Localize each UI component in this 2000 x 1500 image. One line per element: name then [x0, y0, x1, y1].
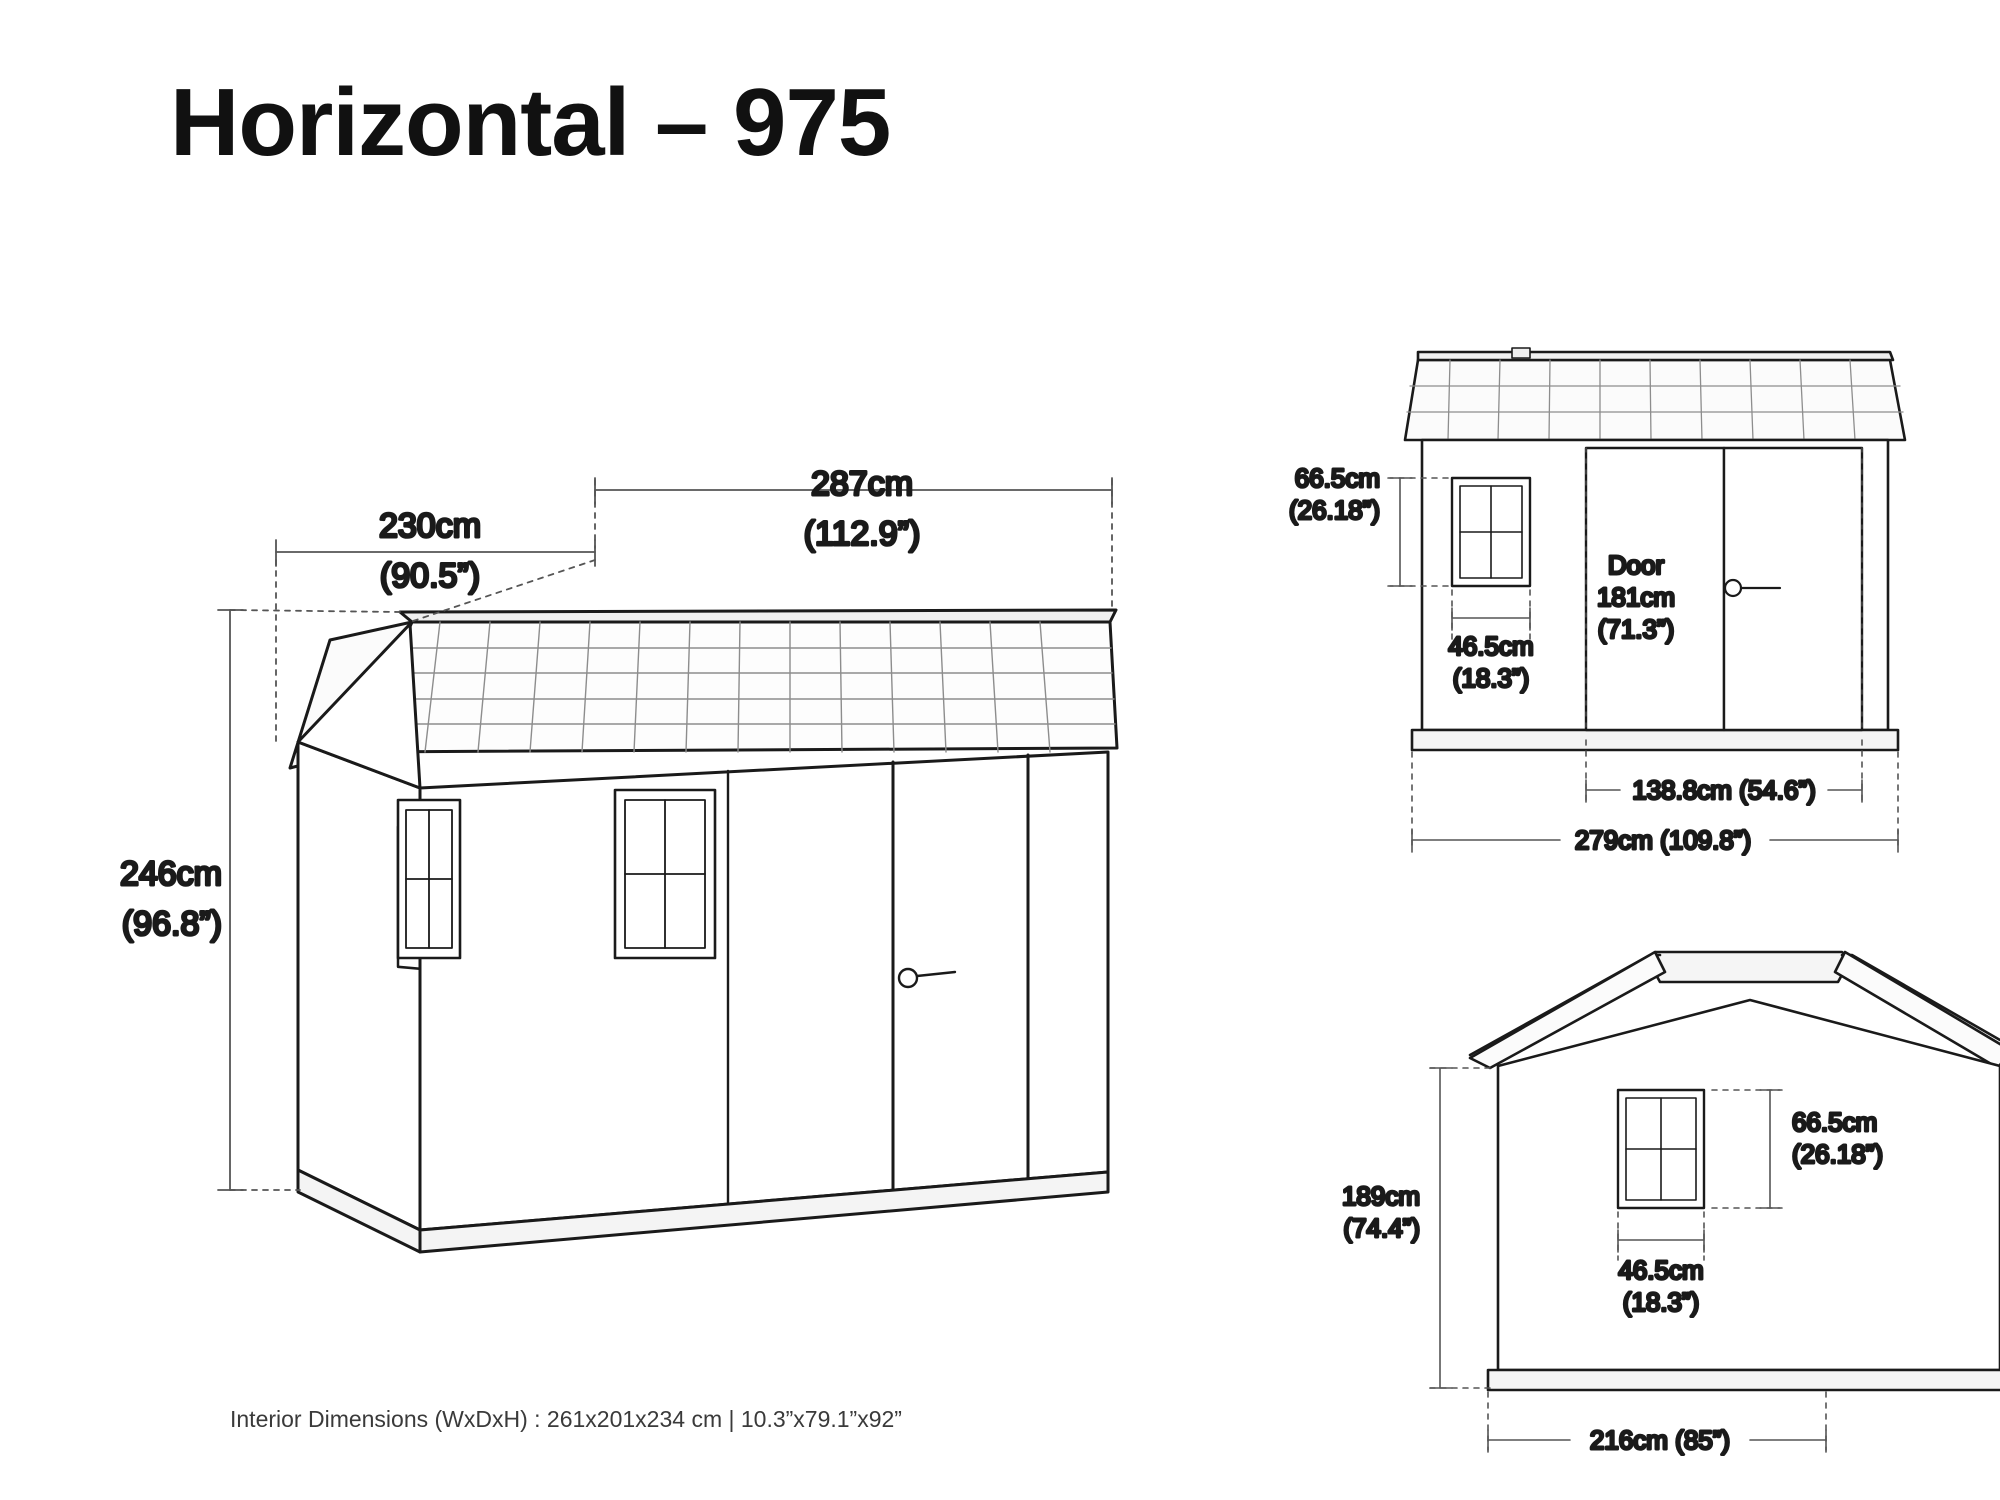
- dim-width-inch: (112.9”): [803, 514, 921, 553]
- front-roof-top: [1418, 352, 1893, 360]
- door-height-inch: (71.3”): [1597, 613, 1675, 644]
- dim-depth-inch: (90.5”): [379, 556, 481, 595]
- door-height-cm: 181cm: [1596, 581, 1676, 612]
- shed-isometric-detailed: [290, 610, 1117, 1252]
- front-window: [1452, 478, 1530, 586]
- front-window-width-inch: (18.3”): [1452, 662, 1530, 693]
- side-wall-height-cm: 189cm: [1341, 1180, 1420, 1211]
- side-overall-width-dim: 216cm (85”): [1589, 1424, 1731, 1455]
- door-width-dim: 138.8cm (54.6”): [1632, 774, 1816, 805]
- front-long-wall: [420, 752, 1108, 1230]
- front-window-height-inch: (26.18”): [1288, 494, 1380, 525]
- window-gable-wall: [398, 800, 460, 958]
- side-base: [1488, 1370, 2000, 1390]
- side-window: [1618, 1090, 1704, 1208]
- dim-depth-cm: 230cm: [378, 506, 482, 545]
- side-roof: [1648, 952, 1850, 982]
- front-overall-width-dim: 279cm (109.8”): [1574, 824, 1752, 855]
- dim-width-cm: 287cm: [810, 464, 914, 503]
- door-label: Door: [1607, 549, 1665, 580]
- side-window-height-cm: 66.5cm: [1792, 1106, 1878, 1137]
- side-window-height-inch: (26.18”): [1792, 1138, 1884, 1169]
- roof-vent: [1512, 348, 1530, 358]
- dim-height-cm: 246cm: [119, 854, 222, 893]
- page-title: Horizontal – 975: [170, 69, 891, 176]
- front-window-width-cm: 46.5cm: [1448, 630, 1534, 661]
- front-roof-band: [1405, 360, 1905, 440]
- front-window-height-cm: 66.5cm: [1294, 462, 1380, 493]
- roof-ridge-cap: [400, 610, 1116, 622]
- side-wall-height-inch: (74.4”): [1343, 1212, 1420, 1243]
- roof-right-slope: [352, 622, 1117, 752]
- side-window-width-cm: 46.5cm: [1618, 1254, 1704, 1285]
- door-handle: [1725, 580, 1741, 596]
- front-base: [1412, 730, 1898, 750]
- side-window-width-inch: (18.3”): [1622, 1286, 1700, 1317]
- side-elevation-view: [1470, 952, 2000, 1390]
- dim-height-inch: (96.8”): [121, 904, 222, 943]
- side-gable-wall: [1498, 1000, 2000, 1370]
- window-front-wall: [615, 790, 715, 958]
- interior-dimensions-note: Interior Dimensions (WxDxH) : 261x201x234 cm | 10.3”x79.1”x92”: [230, 1406, 902, 1432]
